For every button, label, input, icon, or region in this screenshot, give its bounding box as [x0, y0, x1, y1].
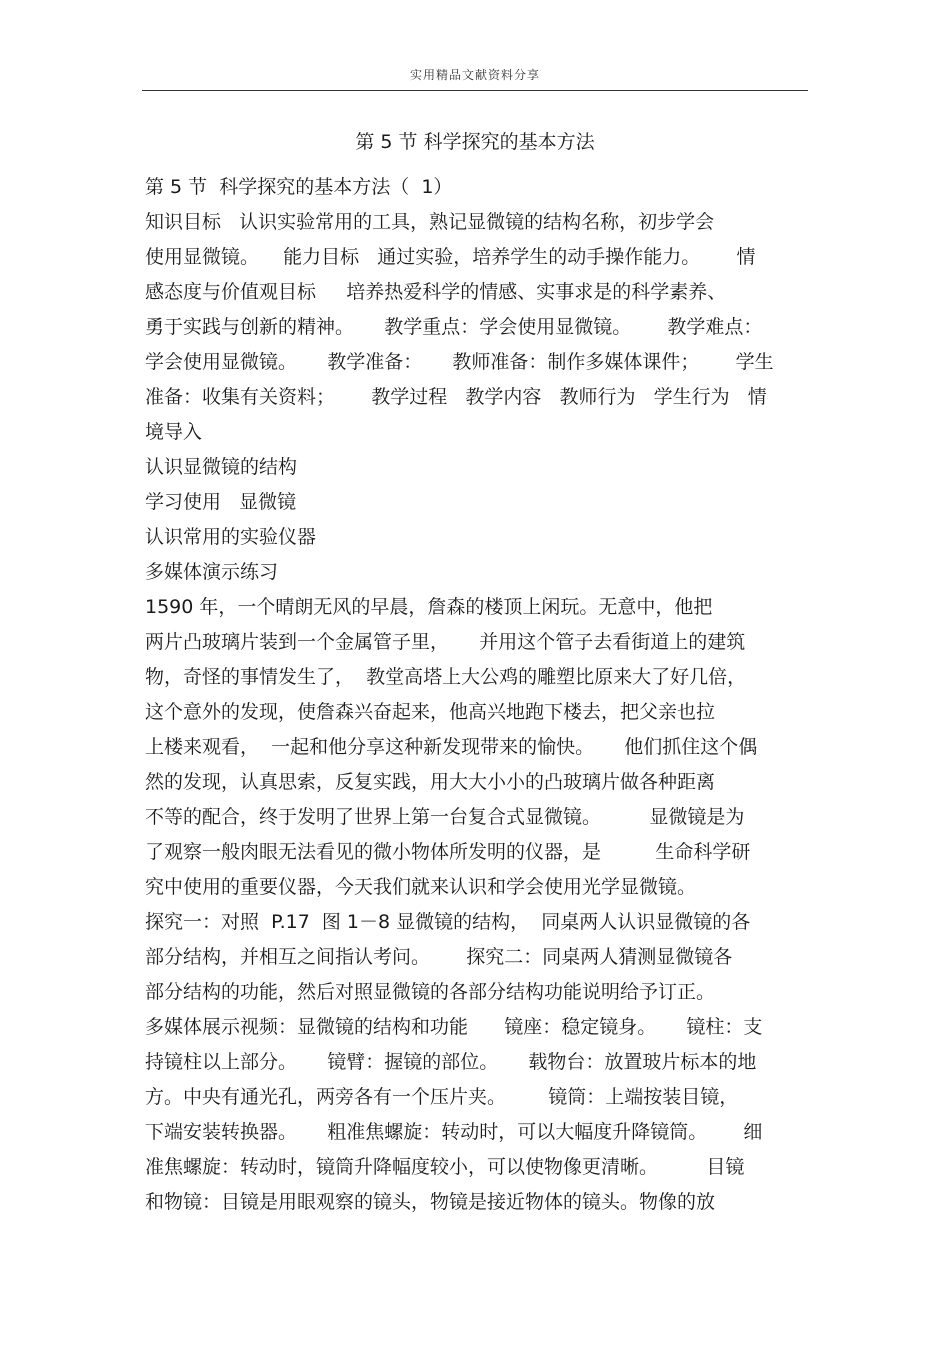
body-line: 认识显微镜的结构 [145, 456, 298, 478]
body-line: 和物镜：目镜是用眼观察的镜头，物镜是接近物体的镜头。物像的放 [145, 1191, 716, 1213]
body-line: 境导入 [145, 421, 203, 443]
body-line: 探究一：对照 P.17 图 1－8 显微镜的结构， 同桌两人认识显微镜的各 [145, 911, 751, 933]
document-body [145, 170, 845, 1220]
body-line: 下端安装转换器。 粗准焦螺旋：转动时，可以大幅度升降镜筒。 细 [145, 1121, 763, 1143]
body-line: 这个意外的发现，使詹森兴奋起来，他高兴地跑下楼去，把父亲也拉 [145, 701, 716, 723]
body-line: 勇于实践与创新的精神。 教学重点：学会使用显微镜。 教学难点： [145, 316, 763, 338]
body-line: 两片凸玻璃片装到一个金属管子里， 并用这个管子去看街道上的建筑 [145, 631, 746, 653]
page-header: 实用精品文献资料分享 [409, 68, 540, 82]
body-line: 方。中央有通光孔，两旁各有一个压片夹。 镜筒：上端按装目镜， [145, 1086, 739, 1108]
body-line: 感态度与价值观目标 培养热爱科学的情感、实事求是的科学素养、 [145, 281, 727, 303]
body-line: 不等的配合，终于发明了世界上第一台复合式显微镜。 显微镜是为 [145, 806, 745, 828]
body-line: 使用显微镜。 能力目标 通过实验，培养学生的动手操作能力。 情 [145, 246, 756, 268]
header-divider [142, 90, 808, 91]
body-line: 多媒体演示练习 [145, 561, 279, 583]
body-line: 学会使用显微镜。 教学准备： 教师准备：制作多媒体课件； 学生 [145, 351, 774, 373]
body-line: 持镜柱以上部分。 镜臂：握镜的部位。 载物台：放置玻片标本的地 [145, 1051, 757, 1073]
body-line: 认识常用的实验仪器 [145, 526, 317, 548]
body-line: 物，奇怪的事情发生了， 教堂高塔上大公鸡的雕塑比原来大了好几倍， [145, 666, 747, 688]
body-line: 准备：收集有关资料； 教学过程 教学内容 教师行为 学生行为 情 [145, 386, 767, 408]
body-line: 了观察一般肉眼无法看见的微小物体所发明的仪器，是 生命科学研 [145, 841, 751, 863]
body-line: 1590 年，一个晴朗无风的早晨，詹森的楼顶上闲玩。无意中，他把 [145, 596, 713, 618]
document-title: 第 5 节 科学探究的基本方法 [355, 131, 595, 153]
body-line: 学习使用 显微镜 [145, 491, 297, 513]
body-line: 多媒体展示视频：显微镜的结构和功能 镜座：稳定镜身。 镜柱：支 [145, 1016, 763, 1038]
body-line: 部分结构，并相互之间指认考问。 探究二：同桌两人猜测显微镜各 [145, 946, 733, 968]
body-line: 第 5 节 科学探究的基本方法（ 1） [145, 176, 453, 198]
body-line: 上楼来观看， 一起和他分享这种新发现带来的愉快。 他们抓住这个偶 [145, 736, 758, 758]
body-line: 究中使用的重要仪器，今天我们就来认识和学会使用光学显微镜。 [145, 876, 697, 898]
body-line: 然的发现，认真思索，反复实践，用大大小小的凸玻璃片做各种距离 [145, 771, 716, 793]
body-line: 知识目标 认识实验常用的工具，熟记显微镜的结构名称，初步学会 [145, 211, 715, 233]
body-line: 准焦螺旋：转动时，镜筒升降幅度较小，可以使物像更清晰。 目镜 [145, 1156, 745, 1178]
body-line: 部分结构的功能，然后对照显微镜的各部分结构功能说明给予订正。 [145, 981, 716, 1003]
